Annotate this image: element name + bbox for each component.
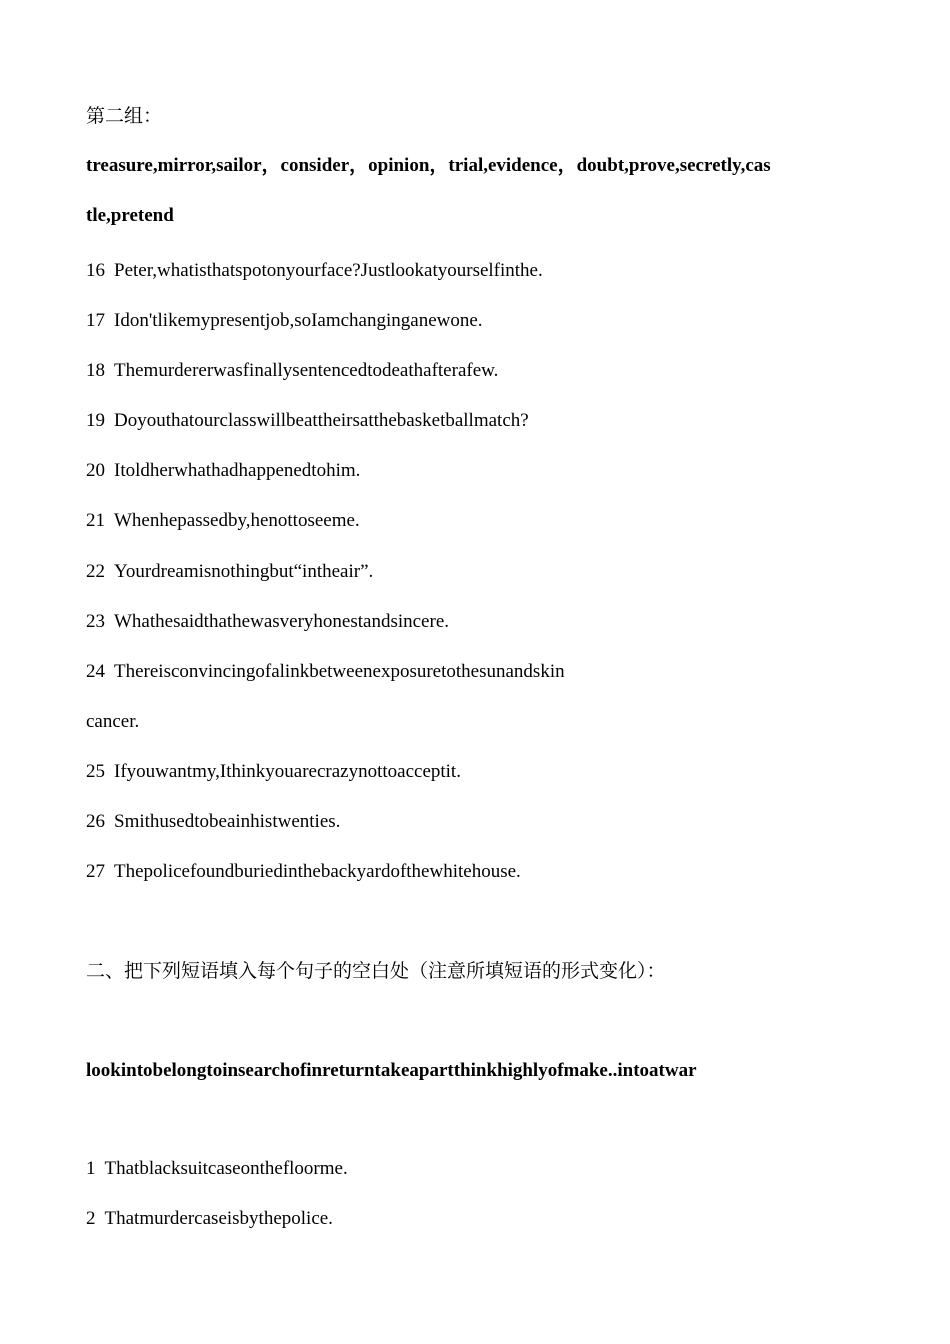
exercise-text: Thereisconvincingofalinkbetweenexposuretothesunandskin: [114, 661, 565, 682]
exercise-number: 17: [86, 310, 105, 331]
group-heading: 第二组：: [86, 105, 163, 127]
exercise-number: 19: [86, 410, 105, 431]
exercise-number: 2: [86, 1208, 96, 1229]
exercise-text: Whathesaidthathewasveryhonestandsincere.: [114, 611, 450, 632]
exercise-text: Itoldherwhathadhappenedtohim.: [114, 460, 361, 481]
exercise-item: [86, 409, 529, 433]
exercise-text: Thepolicefoundburiedinthebackyardofthewhitehouse.: [114, 861, 521, 882]
exercise-item: [86, 610, 449, 634]
exercise-number: 26: [86, 811, 105, 832]
exercise-number: 20: [86, 460, 105, 481]
exercise-item: [86, 810, 340, 834]
exercise-item: [86, 309, 483, 333]
exercise-text: Yourdreamisnothingbut“intheair”.: [114, 561, 374, 582]
exercise-item: [86, 1157, 348, 1181]
exercise-text: Themurdererwasfinallysentencedtodeathafterafew.: [114, 360, 499, 381]
exercise-item: [86, 560, 373, 584]
exercise-item: [86, 259, 543, 283]
phrase-bank: lookintobelongtoinsearchofinreturntakeapartthinkhighlyofmake..intoatwar: [86, 1060, 697, 1081]
exercise-item: [86, 660, 565, 684]
exercise-item: [86, 760, 461, 784]
exercise-item: [86, 509, 360, 533]
word-bank-line-1: treasure,mirror,sailor，consider，opinion，trial,evidence，doubt,prove,secretly,cas: [86, 155, 771, 176]
exercise-text: Idon'tlikemypresentjob,soIamchanginganewone.: [114, 310, 483, 331]
exercise-number: 22: [86, 561, 105, 582]
exercise-number: 25: [86, 761, 105, 782]
word-bank-line-2: tle,pretend: [86, 205, 174, 226]
exercise-number: 27: [86, 861, 105, 882]
exercise-number: 1: [86, 1158, 96, 1179]
exercise-number: 24: [86, 661, 105, 682]
exercise-number: 16: [86, 260, 105, 281]
exercise-number: 23: [86, 611, 105, 632]
exercise-text: Peter,whatisthatspotonyourface?Justlookatyourselfinthe.: [114, 260, 543, 281]
exercise-text: Doyouthatourclasswillbeattheirsatthebasketballmatch?: [114, 410, 529, 431]
exercise-item: [86, 860, 521, 884]
exercise-item: [86, 359, 498, 383]
exercise-item: [86, 1207, 333, 1231]
exercise-text: Thatmurdercaseisbythepolice.: [104, 1208, 333, 1229]
exercise-text: Ifyouwantmy,Ithinkyouarecrazynottoacceptit.: [114, 761, 461, 782]
exercise-continuation: cancer.: [86, 711, 140, 732]
exercise-text: Whenhepassedby,henottoseeme.: [114, 510, 360, 531]
exercise-text: Smithusedtobeainhistwenties.: [114, 811, 341, 832]
exercise-number: 21: [86, 510, 105, 531]
exercise-number: 18: [86, 360, 105, 381]
section-2-heading: 二、把下列短语填入每个句子的空白处（注意所填短语的形式变化）：: [86, 960, 666, 982]
exercise-text: Thatblacksuitcaseonthefloorme.: [104, 1158, 348, 1179]
exercise-item: [86, 459, 360, 483]
